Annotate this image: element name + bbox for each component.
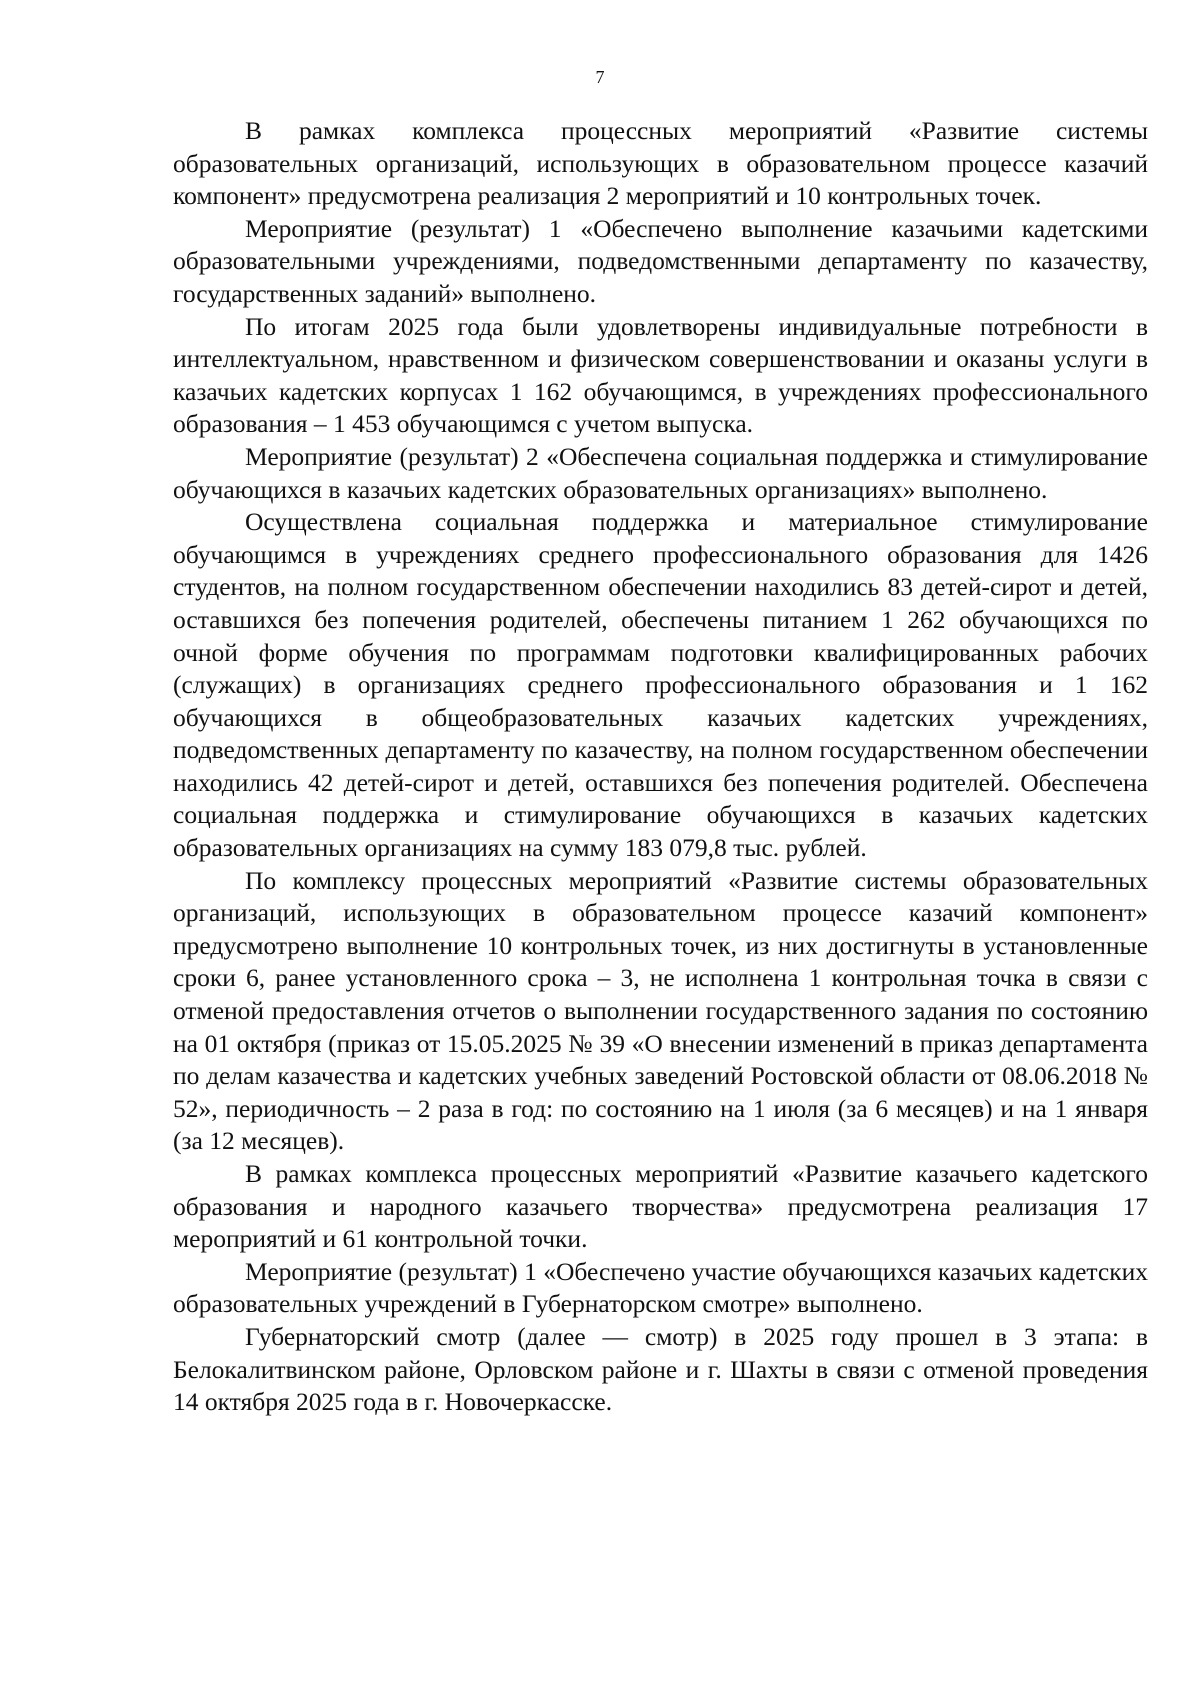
paragraph-3: По итогам 2025 года были удовлетворены индивидуальные потребности в интеллектуальном, нравственном и физическом совершенствовании и оказаны услуги в казачьих кадетских корпусах 1 162 обучающимся, в учреждениях профессионального образования – 1 453 обучающимся с учетом выпуска. [173, 311, 1148, 439]
paragraph-1: В рамках комплекса процессных мероприятий «Развитие системы образовательных организаций, использующих в образовательном процессе казачий компонент» предусмотрена реализация 2 мероприятий и 10 контрольных точек. [173, 116, 1148, 211]
paragraph-6: По комплексу процессных мероприятий «Развитие системы образовательных организаций, использующих в образовательном процессе казачий компонент» предусмотрено выполнение 10 контрольных точек, из них достигнуты в установленные сроки 6, ранее установленного срока – 3, не исполнена 1 контрольная точка в связи с отменой предоставления отчетов о выполнении государственного задания по состоянию на 01 октября (приказ от 15.05.2025 № 39 «О внесении изменений в приказ департамента по делам казачества и кадетских учебных заведений Ростовской области от 08.06.2018 № 52», периодичность – 2 раза в год: по состоянию на 1 июля (за 6 месяцев) и на 1 января (за 12 месяцев). [173, 865, 1148, 1156]
paragraph-7: В рамках комплекса процессных мероприятий «Развитие казачьего кадетского образования и народного казачьего творчества» предусмотрена реализация 17 мероприятий и 61 контрольной точки. [173, 1159, 1148, 1254]
paragraph-8: Мероприятие (результат) 1 «Обеспечено участие обучающихся казачьих кадетских образовательных учреждений в Губернаторском смотре» выполнено. [173, 1256, 1148, 1319]
page-number: 7 [595, 67, 605, 87]
paragraph-4: Мероприятие (результат) 2 «Обеспечена социальная поддержка и стимулирование обучающихся в казачьих кадетских образовательных организациях» выполнено. [173, 441, 1148, 504]
paragraph-5: Осуществлена социальная поддержка и материальное стимулирование обучающимся в учреждениях среднего профессионального образования для 1426 студентов, на полном государственном обеспечении находились 83 детей-сирот и детей, оставшихся без попечения родителей, обеспечены питанием 1 262 обучающихся по очной форме обучения по программам подготовки квалифицированных рабочих (служащих) в организациях среднего профессионального образования и 1 162 обучающихся в общеобразовательных казачьих кадетских учреждениях, подведомственных департаменту по казачеству, на полном государственном обеспечении находились 42 детей-сирот и детей, оставшихся без попечения родителей. Обеспечена социальная поддержка и стимулирование обучающихся в казачьих кадетских образовательных организациях на сумму 183 079,8 тыс. рублей. [173, 507, 1148, 863]
paragraph-9: Губернаторский смотр (далее — смотр) в 2025 году прошел в 3 этапа: в Белокалитвинском районе, Орловском районе и г. Шахты в связи с отменой проведения 14 октября 2025 года в г. Новочеркасске. [173, 1321, 1148, 1417]
document-body [173, 115, 1148, 1419]
paragraph-2: Мероприятие (результат) 1 «Обеспечено выполнение казачьими кадетскими образовательными учреждениями, подведомственными департаменту по казачеству, государственных заданий» выполнено. [173, 213, 1148, 308]
